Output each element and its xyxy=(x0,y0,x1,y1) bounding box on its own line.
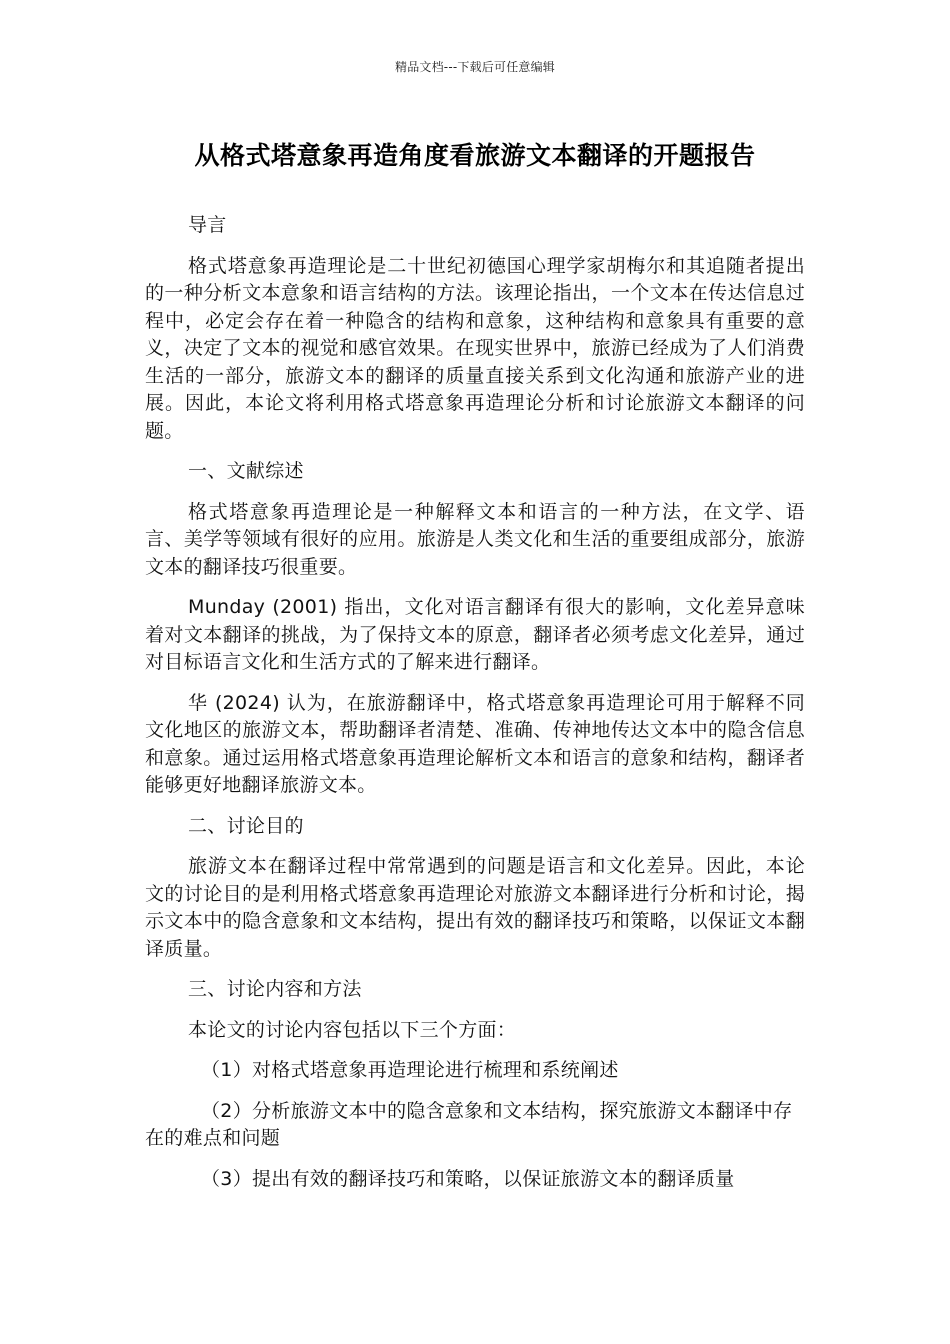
section1-paragraph: 格式塔意象再造理论是一种解释文本和语言的一种方法，在文学、语言、美学等领域有很好的应用。旅游是人类文化和生活的重要组成部分，旅游文本的翻译技巧很重要。 xyxy=(145,500,805,578)
section1-paragraph: 华 (2024) 认为，在旅游翻译中，格式塔意象再造理论可用于解释不同文化地区的旅游文本，帮助翻译者清楚、准确、传神地传达文本中的隐含信息和意象。通过运用格式塔意象再造理论解析文本和语言的意象和结构，翻译者能够更好地翻译旅游文本。 xyxy=(145,691,805,796)
intro-paragraph: 格式塔意象再造理论是二十世纪初德国心理学家胡梅尔和其追随者提出的一种分析文本意象和语言结构的方法。该理论指出，一个文本在传达信息过程中，必定会存在着一种隐含的结构和意象，这种结构和意象具有重要的意义，决定了文本的视觉和感官效果。在现实世界中，旅游已经成为了人们消费生活的一部分，旅游文本的翻译的质量直接关系到文化沟通和旅游产业的进展。因此，本论文将利用格式塔意象再造理论分析和讨论旅游文本翻译的问题。 xyxy=(145,254,805,442)
list-item: （2）分析旅游文本中的隐含意象和文本结构，探究旅游文本翻译中存在的难点和问题 xyxy=(145,1099,793,1149)
section1-heading: 一、文献综述 xyxy=(188,460,304,482)
intro-heading: 导言 xyxy=(188,214,227,236)
list-item: （1）对格式塔意象再造理论进行梳理和系统阐述 xyxy=(201,1059,619,1081)
document-title: 从格式塔意象再造角度看旅游文本翻译的开题报告 xyxy=(194,141,756,170)
section1-paragraph: Munday (2001) 指出，文化对语言翻译有很大的影响，文化差异意味着对文本翻译的挑战，为了保持文本的原意，翻译者必须考虑文化差异，通过对目标语言文化和生活方式的了解来进行翻译。 xyxy=(145,596,805,673)
section2-heading: 二、讨论目的 xyxy=(188,814,304,837)
list-item: （3）提出有效的翻译技巧和策略，以保证旅游文本的翻译质量 xyxy=(201,1167,735,1190)
section3-intro: 本论文的讨论内容包括以下三个方面： xyxy=(188,1018,517,1041)
document-body xyxy=(145,212,805,1206)
page-header: 精品文档---下载后可任意编辑 xyxy=(395,60,555,74)
section2-paragraph: 旅游文本在翻译过程中常常遇到的问题是语言和文化差异。因此，本论文的讨论目的是利用格式塔意象再造理论对旅游文本翻译进行分析和讨论，揭示文本中的隐含意象和文本结构，提出有效的翻译技巧和策略，以保证文本翻译质量。 xyxy=(145,855,805,960)
section3-heading: 三、讨论内容和方法 xyxy=(188,978,362,1000)
